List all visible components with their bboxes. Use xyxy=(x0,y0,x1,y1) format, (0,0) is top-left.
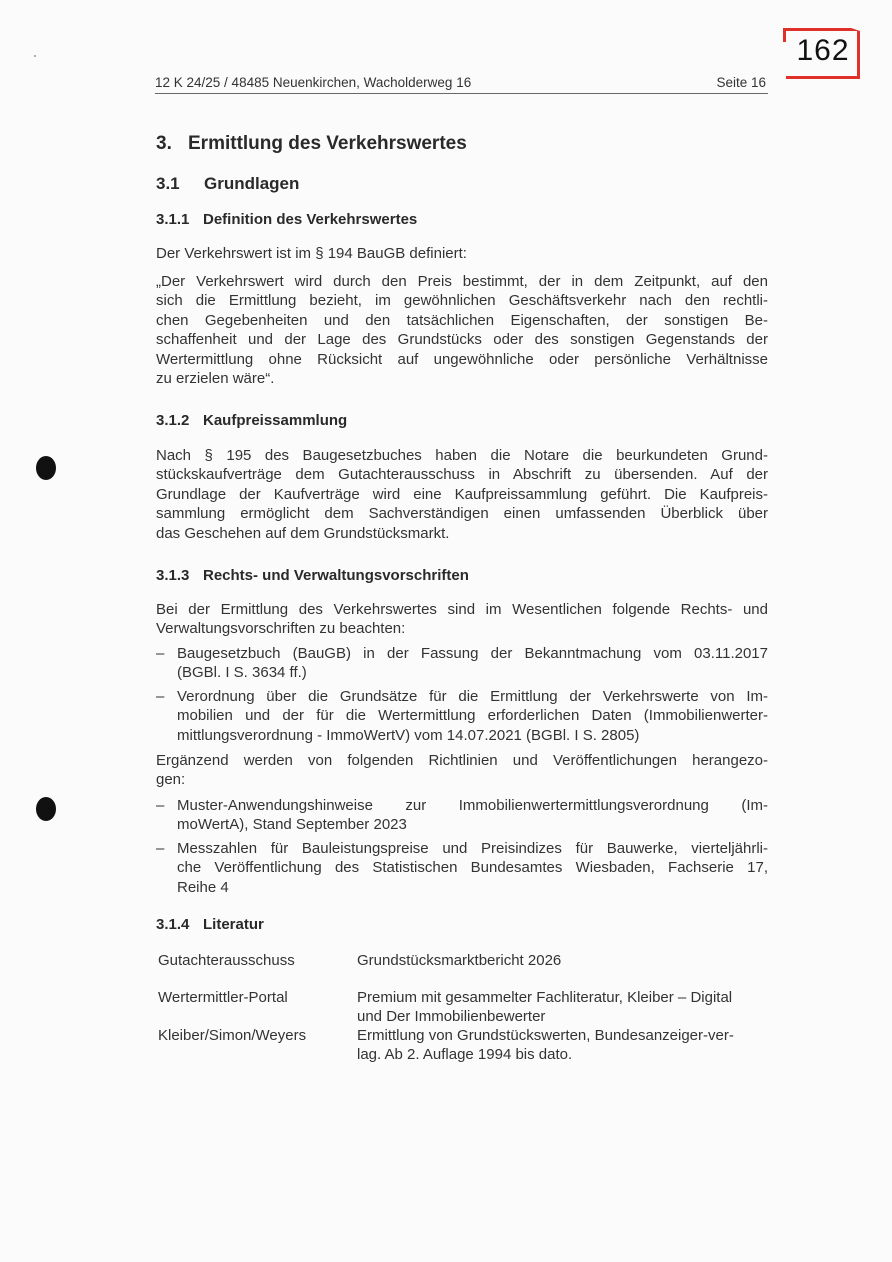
list-dash: – xyxy=(156,645,165,662)
list-item xyxy=(156,796,768,836)
paragraph-line: sammlung ermöglicht dem Sachverständigen einen umfassenden Überblick über xyxy=(156,505,768,523)
quote-line: Wertermittlung ohne Rücksicht auf ungewöhnliche oder persönliche Verhältnisse xyxy=(156,350,768,368)
list-item-text xyxy=(177,644,768,683)
heading-3-1-2 xyxy=(156,412,347,429)
literature-line: lag. Ab 2. Auflage 1994 bis dato. xyxy=(357,1046,573,1063)
quote-line: „Der Verkehrswert wird durch den Preis bestimmt, der in dem Zeitpunkt, auf den xyxy=(156,273,768,290)
list-line: mobilien und der für die Wertermittlung erforderlichen Daten (Immobilienwerter- xyxy=(177,707,768,725)
kaufpreissammlung-paragraph xyxy=(156,446,768,543)
list-line: mittlungsverordnung - ImmoWertV) vom 14.07.2021 (BGBl. I S. 2805) xyxy=(177,726,640,744)
paragraph-line: Verwaltungsvorschriften zu beachten: xyxy=(156,620,406,638)
scan-speck xyxy=(34,55,36,57)
quote-line: schaffenheit und der Lage des Grundstücks oder des sonstigen Gegenstands der xyxy=(156,331,768,349)
literature-label: Kleiber/Simon/Weyers xyxy=(158,1027,307,1044)
heading-3-1-1-number: 3.1.1 xyxy=(156,211,190,228)
section-number: 3. xyxy=(156,133,172,154)
literature-line: Ermittlung von Grundstückswerten, Bundesanzeiger-ver- xyxy=(357,1027,734,1044)
list-line: (BGBl. I S. 3634 ff.) xyxy=(177,664,307,682)
paragraph-line: Ergänzend werden von folgenden Richtlinien und Veröffentlichungen herangezo- xyxy=(156,752,768,769)
list-line: Baugesetzbuch (BauGB) in der Fassung der Bekanntmachung vom 03.11.2017 xyxy=(177,645,768,662)
paragraph-line: Bei der Ermittlung des Verkehrswertes sind im Wesentlichen folgende Rechts- und xyxy=(156,601,768,618)
heading-3-1-4-title: Literatur xyxy=(203,916,264,933)
literature-line: und Der Immobilienbewerter xyxy=(357,1008,546,1025)
literature-line: Grundstücksmarktbericht 2026 xyxy=(357,952,562,969)
heading-3-1-4 xyxy=(156,916,264,933)
list-line: moWertA), Stand September 2023 xyxy=(177,816,407,834)
heading-3-1-2-title: Kaufpreissammlung xyxy=(203,412,348,429)
literature-label: Gutachterausschuss xyxy=(158,952,295,969)
paragraph-line: das Geschehen auf dem Grundstücksmarkt. xyxy=(156,524,450,542)
page-header xyxy=(155,75,768,94)
regulations-intro xyxy=(156,600,768,639)
paragraph-line: Grundlage der Kaufverträge wird eine Kaufpreissammlung geführt. Die Kaufpreis- xyxy=(156,485,768,503)
list-line: Verordnung über die Grundsätze für die Ermittlung der Verkehrswerte von Im- xyxy=(177,688,768,705)
heading-3-1-1-title: Definition des Verkehrswertes xyxy=(203,211,418,228)
punch-hole-upper xyxy=(36,456,56,480)
punch-hole-lower xyxy=(36,797,56,821)
subsection-heading xyxy=(156,174,299,194)
list-item-text xyxy=(177,839,768,897)
case-reference: 12 K 24/25 / 48485 Neuenkirchen, Wacholderweg 16 xyxy=(155,75,472,90)
literature-row xyxy=(156,988,768,1026)
section-title: Ermittlung des Verkehrswertes xyxy=(188,133,467,154)
heading-3-1-3 xyxy=(156,567,469,584)
literature-row xyxy=(156,1026,768,1064)
definition-quote xyxy=(156,272,768,388)
heading-3-1-1 xyxy=(156,211,417,228)
list-line: Messzahlen für Bauleistungspreise und Preisindizes für Bauwerke, vierteljährli- xyxy=(177,840,768,857)
heading-3-1-2-number: 3.1.2 xyxy=(156,412,190,429)
list-item-text xyxy=(177,796,768,835)
literature-label: Wertermittler-Portal xyxy=(158,989,288,1006)
page-number-stamp xyxy=(786,31,860,79)
list-item xyxy=(156,687,768,747)
list-line: che Veröffentlichung des Statistischen Bundesamtes Wiesbaden, Fachserie 17, xyxy=(177,859,768,877)
list-line: Muster-Anwendungshinweise zur Immobilienwertermittlungsverordnung (Im- xyxy=(177,797,768,814)
subsection-title: Grundlagen xyxy=(204,174,300,193)
heading-3-1-4-number: 3.1.4 xyxy=(156,916,190,933)
quote-line: zu erzielen wäre“. xyxy=(156,370,275,388)
definition-intro: Der Verkehrswert ist im § 194 BauGB definiert: xyxy=(156,245,467,262)
paragraph-line: gen: xyxy=(156,771,186,789)
page-label: Seite 16 xyxy=(716,75,766,90)
heading-3-1-3-title: Rechts- und Verwaltungsvorschriften xyxy=(203,567,469,584)
supplement-intro xyxy=(156,751,768,790)
list-item xyxy=(156,839,768,899)
list-dash: – xyxy=(156,688,165,705)
subsection-number: 3.1 xyxy=(156,174,180,193)
list-line: Reihe 4 xyxy=(177,878,229,896)
literature-row xyxy=(156,951,768,971)
list-item xyxy=(156,644,768,684)
literature-value xyxy=(357,951,768,970)
paragraph-line: stückskaufverträge dem Gutachterausschuss in Abschrift zu übersenden. Auf der xyxy=(156,466,768,484)
literature-value xyxy=(357,1026,768,1064)
literature-line: Premium mit gesammelter Fachliteratur, Kleiber – Digital xyxy=(357,989,733,1006)
paragraph-line: Nach § 195 des Baugesetzbuches haben die Notare die beurkundeten Grund- xyxy=(156,447,768,464)
literature-value xyxy=(357,988,768,1026)
heading-3-1-3-number: 3.1.3 xyxy=(156,567,190,584)
stamp-number: 162 xyxy=(796,34,850,67)
quote-line: sich die Ermittlung bezieht, im gewöhnlichen Geschäftsverkehr nach den rechtli- xyxy=(156,292,768,310)
list-item-text xyxy=(177,687,768,745)
list-dash: – xyxy=(156,840,165,857)
section-heading xyxy=(156,133,467,155)
quote-line: chen Gegebenheiten und den tatsächlichen Eigenschaften, der sonstigen Be- xyxy=(156,311,768,329)
list-dash: – xyxy=(156,797,165,814)
